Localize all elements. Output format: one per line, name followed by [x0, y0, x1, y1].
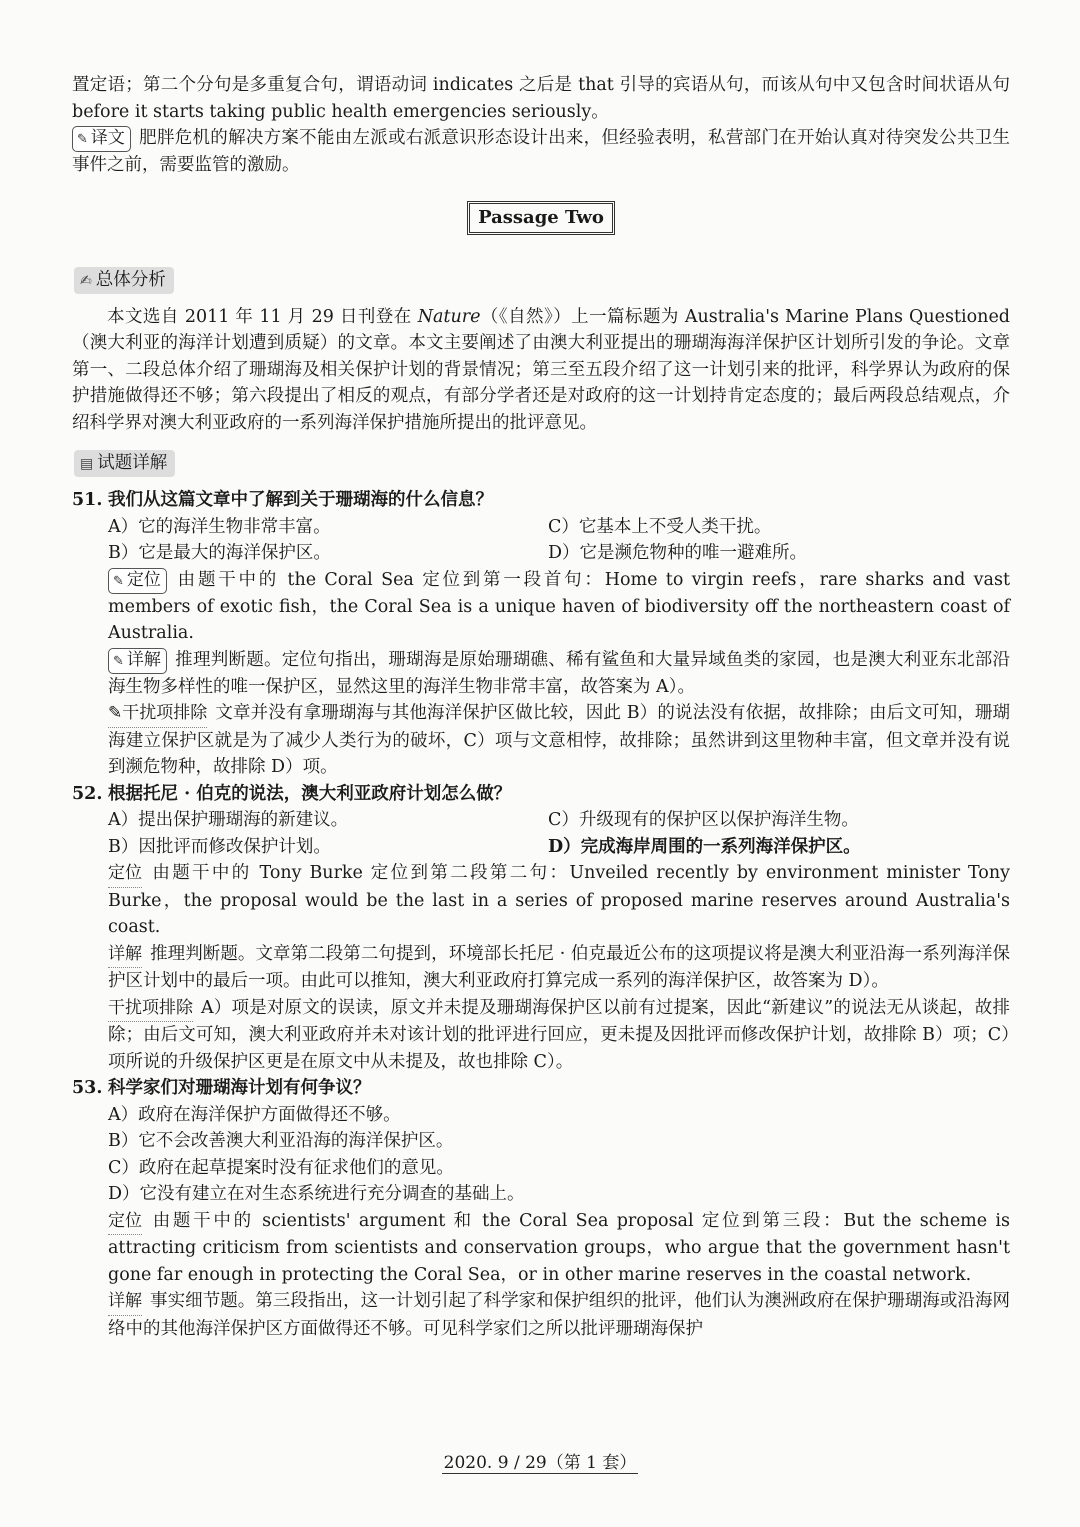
question-52-stem: 52. 根据托尼 · 伯克的说法，澳大利亚政府计划怎么做？ [72, 783, 512, 804]
passage-title-wrap [72, 201, 1010, 235]
q53-option-c: C）政府在起草提案时没有征求他们的意见。 [108, 1157, 454, 1178]
q53-locate: 定位 由题干中的 scientists' argument 和 the Coral Sea proposal 定位到第三段：But the scheme is attracting criticism from scientists and conservation groups，who argue that the government hasn't gone far enough in protecting the Coral Sea，or in other marine reserves in the coastal network. [108, 1208, 1010, 1289]
overview-heading: ✍ 总体分析 [74, 267, 174, 294]
passage-title: Passage Two [467, 201, 615, 235]
details-heading: ▤ 试题详解 [74, 450, 175, 477]
q53-option-b: B）它不会改善澳大利亚沿海的海洋保护区。 [108, 1131, 454, 1151]
locate-tag: 定位 [108, 1208, 142, 1236]
q51-option-c: C）它基本上不受人类干扰。 [548, 516, 772, 537]
q51-distract: ✎干扰项排除 文章并没有拿珊瑚海与其他海洋保护区做比较，因此 B）的说法没有依据，故排除；由后文可知，珊瑚海建立保护区就是为了减少人类行为的破坏，C）项与文意相悖，故排除；虽然讲到这里物种丰富，但文章并没有说到濒危物种，故排除 D）项。 [108, 700, 1010, 781]
intro-translation [72, 125, 1010, 179]
notes-icon: ▤ [80, 456, 94, 472]
q52-explain: 详解 推理判断题。文章第二段第二句提到，环境部长托尼 · 伯克最近公布的这项提议将是澳大利亚沿海一系列海洋保护区计划中的最后一项。由此可以推知，澳大利亚政府打算完成一系列的海洋保护区，故答案为 D）。 [108, 941, 1010, 995]
question-52-options-row1 [108, 807, 1010, 834]
distract-tag: ✎干扰项排除 [108, 700, 207, 728]
question-52-options-row2 [108, 834, 1010, 861]
distract-tag: 干扰项排除 [108, 995, 193, 1023]
explain-tag: ✎ 详解 [108, 648, 167, 674]
pencil-icon: ✎ [77, 132, 88, 147]
explain-tag: 详解 [108, 941, 142, 969]
q51-explain: ✎ 详解 推理判断题。定位句指出，珊瑚海是原始珊瑚礁、稀有鲨鱼和大量异域鱼类的家园，也是澳大利亚东北部沿海生物多样性的唯一保护区，显然这里的海洋生物非常丰富，故答案为 A）。 [108, 649, 1010, 697]
q52-locate: 定位 由题干中的 Tony Burke 定位到第二段第二句：Unveiled recently by environment minister Tony Burke，the proposal would be the last in a series of proposed marine reserves around Australia's coast. [108, 860, 1010, 941]
intro-analysis-tail: 置定语；第二个分句是多重复合句，谓语动词 indicates 之后是 that 引导的宾语从句，而该从句中又包含时间状语从句 before it starts taking public health emergencies seriously。 [72, 75, 1010, 122]
q52-option-d: D）完成海岸周围的一系列海洋保护区。 [548, 836, 861, 857]
analysis-icon: ✍ [80, 272, 92, 289]
q52-option-b: B）因批评而修改保护计划。 [108, 836, 331, 857]
q51-locate: ✎ 定位 由题干中的 the Coral Sea 定位到第一段首句：Home to virgin reefs，rare sharks and vast members of exotic fish，the Coral Sea is a unique haven of biodiversity off the northeastern coast of Australia. [108, 569, 1010, 643]
translation-text: 肥胖危机的解决方案不能由左派或右派意识形态设计出来，但经验表明，私营部门在开始认真对待突发公共卫生事件之前，需要监管的激励。 [72, 128, 1010, 175]
overview-text: 本文选自 2011 年 11 月 29 日刊登在 Nature（《自然》）上一篇标题为 Australia's Marine Plans Questioned（澳大利亚的海洋计划遭到质疑）的文章。本文主要阐述了由澳大利亚提出的珊瑚海海洋保护区计划所引发的争论。文章第一、二段总体介绍了珊瑚海及相关保护计划的背景情况；第三至五段介绍了这一计划引来的批评，科学界认为政府的保护措施做得还不够；第六段提出了相反的观点，有部分学者还是对政府的这一计划持肯定态度的；最后两段总结观点，介绍科学界对澳大利亚政府的一系列海洋保护措施所提出的批评意见。 [72, 306, 1011, 433]
q53-option-a: A）政府在海洋保护方面做得还不够。 [108, 1104, 401, 1125]
pencil-icon: ✎ [113, 573, 124, 589]
question-51-options-row1 [108, 514, 1010, 541]
page-footer [0, 1450, 1080, 1477]
question-51-stem: 51. 我们从这篇文章中了解到关于珊瑚海的什么信息？ [72, 490, 493, 510]
translation-tag: ✎ 译文 [72, 126, 131, 152]
q51-option-d: D）它是濒危物种的唯一避难所。 [548, 543, 808, 563]
q53-explain: 详解 事实细节题。第三段指出，这一计划引起了科学家和保护组织的批评，他们认为澳洲政府在保护珊瑚海或沿海网络中的其他海洋保护区方面做得还不够。可见科学家们之所以批评珊瑚海保护 [108, 1288, 1010, 1342]
locate-tag: 定位 [108, 860, 142, 888]
explain-tag: 详解 [108, 1288, 142, 1316]
journal-name: Nature [417, 306, 481, 327]
q52-distract: 干扰项排除 A）项是对原文的误读，原文并未提及珊瑚海保护区以前有过提案，因此“新建议”的说法无从谈起，故排除；由后文可知，澳大利亚政府并未对该计划的批评进行回应，更未提及因批评而修改保护计划，故排除 B）项；C）项所说的升级保护区更是在原文中从未提及，故也排除 C）。 [108, 995, 1010, 1076]
pencil-icon: ✎ [113, 653, 124, 669]
q51-option-b: B）它是最大的海洋保护区。 [108, 543, 331, 563]
q52-option-a: A）提出保护珊瑚海的新建议。 [108, 810, 349, 830]
question-51-options-row2 [108, 540, 1010, 567]
pencil-icon: ✎ [108, 703, 123, 723]
q52-option-c: C）升级现有的保护区以保护海洋生物。 [548, 810, 859, 830]
locate-tag: ✎ 定位 [108, 568, 167, 594]
q51-option-a: A）它的海洋生物非常丰富。 [108, 516, 331, 537]
q53-option-d: D）它没有建立在对生态系统进行充分调查的基础上。 [108, 1184, 525, 1204]
page-number: 2020. 9 / 29（第 1 套） [443, 1453, 637, 1473]
question-53-stem: 53. 科学家们对珊瑚海计划有何争议？ [72, 1078, 371, 1098]
